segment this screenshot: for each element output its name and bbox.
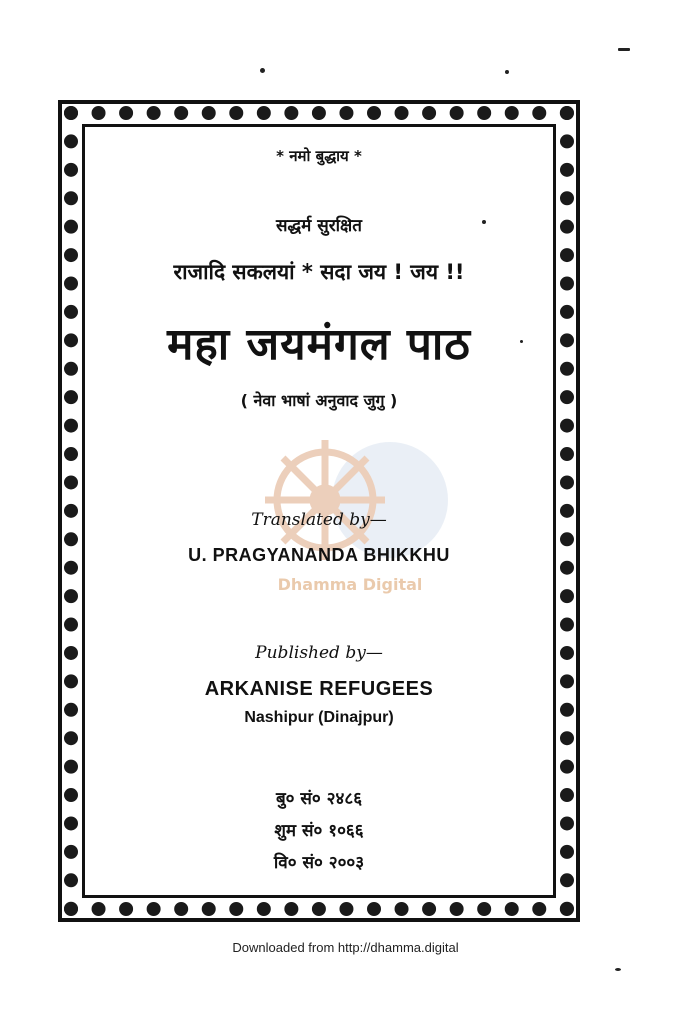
scan-speck — [618, 48, 630, 51]
invocation-line: * नमो बुद्धाय * — [276, 147, 362, 165]
scan-speck — [520, 340, 523, 343]
date-buddha-era: बु० सं० २४८६ — [275, 789, 363, 809]
translated-by-label: Translated by— — [251, 510, 387, 530]
blessing-line-1: सद्धर्म सुरक्षित — [276, 216, 362, 236]
blessing-line-2: राजादि सकलयां * सदा जय ! जय !! — [173, 260, 465, 284]
watermark-text: Dhamma Digital — [277, 575, 423, 594]
scan-speck — [482, 220, 486, 224]
publisher-name: ARKANISE REFUGEES — [204, 678, 434, 700]
translator-name: U. PRAGYANANDA BHIKKHU — [188, 545, 450, 565]
date-vikram-era: वि० सं० २००३ — [273, 853, 365, 873]
scan-speck — [505, 70, 509, 74]
scan-speck — [260, 68, 265, 73]
page-subtitle: ( नेवा भाषां अनुवाद जुगु ) — [240, 391, 398, 410]
page-title: महा जयमंगल पाठ — [167, 319, 471, 370]
published-by-label: Published by— — [255, 643, 383, 663]
publisher-place: Nashipur (Dinajpur) — [244, 709, 394, 726]
date-nepal-era: शुम सं० १०६६ — [274, 821, 364, 841]
download-source-link[interactable]: Downloaded from http://dhamma.digital — [232, 940, 459, 955]
scan-speck — [615, 968, 621, 971]
